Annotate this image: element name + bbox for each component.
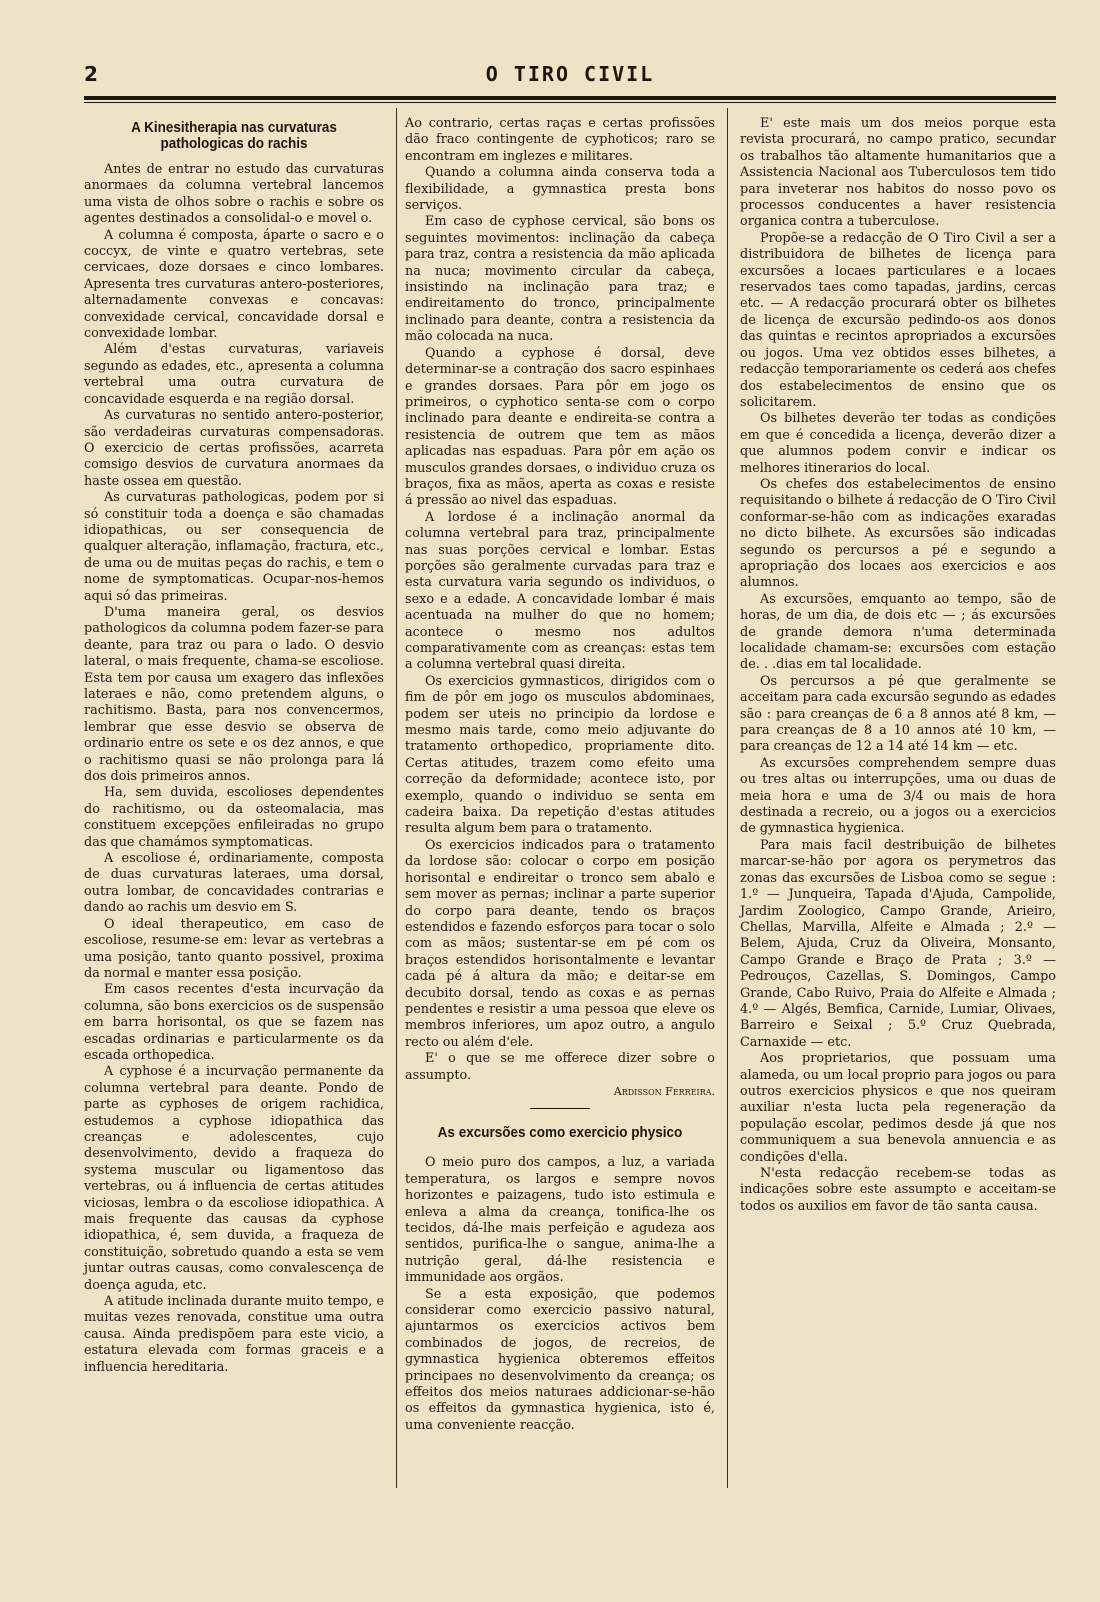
paragraph: A cyphose é a incurvação permanente da columna vertebral para deante. Pondo de parte as cyphoses de origem rachidica, estudemos a cyphose idiopathica das creanças e adolescentes, cujo desenvolvimento, devido a fraqueza do systema muscular ou ligamentoso das vertebras, ou á influencia de certas atitudes viciosas, lembra o da escoliose idiopathica. A mais frequente das causas da cyphose idiopathica, é, sem duvida, a fraqueza de constituição, sobretudo quando a esta se vem juntar outras causas, como convalescença de doença aguda, etc. — [84, 1064, 384, 1293]
column-divider-1 — [396, 108, 397, 1488]
article-title-kinesitherapia: A Kinesitherapia nas curvaturas pathologicas do rachis — [131, 119, 337, 152]
paragraph: Se a esta exposição, que podemos considerar como exercicio passivo natural, ajuntarmos os exercicios activos bem combinados de jogos, de recreios, de gymnastica hygienica obteremos effeitos principaes no desenvolvimento da creança; os effeitos dos meios naturaes addicionar-se-hão os effeitos da gymnastica hygienica, isto é, uma conveniente reacção. — [405, 1286, 715, 1433]
paragraph: O ideal therapeutico, em caso de escoliose, resume-se em: levar as vertebras a uma posição, tanto quanto possivel, proxima da normal e manter essa posição. — [84, 916, 384, 981]
paragraph: Para mais facil destribuição de bilhetes marcar-se-hão por agora os perymetros das zonas das excursões de Lisboa como se segue : 1.º — Junqueira, Tapada d'Ajuda, Campolide, Jardim Zoologico, Campo Grande, Arieiro, Chellas, Marvilla, Alfeite e Almada ; 2.º — Belem, Ajuda, Cruz da Oliveira, Monsanto, Campo Grande e Braço de Prata ; 3.º — Pedrouços, Cazellas, S. Domingos, Campo Grande, Cabo Ruivo, Praia do Alfeite e Almada ; 4.º — Algés, Bemfica, Carnide, Lumiar, Olivaes, Barreiro e Seixal ; 5.º Cruz Quebrada, Carnaxide — etc. — [740, 837, 1056, 1050]
page-number: 2 — [84, 62, 98, 86]
header-rule-thick — [84, 96, 1056, 100]
paragraph: A lordose é a inclinação anormal da columna vertebral para traz, principalmente nas suas porções cervical e lombar. Estas porções são geralmente curvadas para traz e esta curvatura varia segundo os individuos, o sexo e a edade. A concavidade lombar é mais acentuada na mulher do que no homem; acontece o mesmo nos adultos comparativamente com as creanças: estas tem a columna vertebral quasi direita. — [405, 509, 715, 673]
column-divider-2 — [727, 108, 728, 1488]
paragraph: A columna é composta, áparte o sacro e o coccyx, de vinte e quatro vertebras, sete cervicaes, doze dorsaes e cinco lombares. Apresenta tres curvaturas antero-posteriores, alternadamente convexas e concavas: convexidade cervical, concavidade dorsal e convexidade lombar. — [84, 227, 384, 342]
paragraph: N'esta redacção recebem-se todas as indicações sobre este assumpto e acceitam-se todos os auxilios em favor de tão santa causa. — [740, 1166, 1056, 1214]
paragraph: Os exercicios gymnasticos, dirigidos com o fim de pôr em jogo os musculos abdominaes, podem ser uteis no principio da lordose e mesmo mais tarde, como meio adjuvante do tratamento orthopedico, propriamente dito. Certas atitudes, trazem como efeito uma correção da deformidade; acontece isto, por exemplo, quando o individuo se senta em cadeira baixa. Da repetição d'estas atitudes resulta algum bem para o tratamento. — [405, 673, 715, 837]
masthead-title: O TIRO CIVIL — [485, 62, 655, 86]
paragraph: Os bilhetes deverão ter todas as condições em que é concedida a licença, deverão dizer a que alumnos podem convir e indicar os melhores itinerarios do local. — [740, 411, 1056, 476]
paragraph: D'uma maneira geral, os desvios pathologicos da columna podem fazer-se para deante, para traz ou para o lado. O desvio lateral, o mais frequente, chama-se escoliose. Esta tem por causa um exagero das inflexões lateraes e não, como pretendem alguns, o rachitismo. Basta, para nos convencermos, lembrar que esse desvio se observa de ordinario entre os sete e os dez annos, e que o rachitismo quasi se não prolonga para lá dos dois primeiros annos. — [84, 604, 384, 785]
article-separator — [530, 1108, 590, 1109]
paragraph: A atitude inclinada durante muito tempo, e muitas vezes renovada, constitue uma outra causa. Ainda predispõem para este vicio, a estatura elevada com formas graceis e a influencia hereditaria. — [84, 1294, 384, 1375]
paragraph: Os percursos a pé que geralmente se acceitam para cada excursão segundo as edades são : para creanças de 6 a 8 annos até 8 km, — para creanças de 8 a 10 annos até 10 km, — para creanças de 12 a 14 até 14 km — etc. — [740, 673, 1056, 755]
article-title-excursoes: As excursões como exercicio physico — [437, 1124, 683, 1142]
paragraph: Os chefes dos estabelecimentos de ensino requisitando o bilhete á redacção de O Tiro Civil conformar-se-hão com as indicações exaradas no dicto bilhete. As excursões são indicadas segundo os percursos a pé e segundo a apropriação dos locaes aos exercicios e aos alumnos. — [740, 476, 1056, 591]
column-3 — [740, 116, 1056, 1215]
paragraph: Ha, sem duvida, escolioses dependentes do rachitismo, ou da osteomalacia, mas constituem excepções enfileiradas no grupo das que chamámos symptomaticas. — [84, 785, 384, 850]
paragraph: As curvaturas pathologicas, podem por si só constituir toda a doença e são chamadas idiopathicas, ou ser consequencia de qualquer alteração, inflamação, fractura, etc., de uma ou de muitas peças do rachis, e tem o nome de symptomaticas. Ocupar-nos-hemos aqui só das primeiras. — [84, 490, 384, 604]
paragraph: Os exercicios indicados para o tratamento da lordose são: colocar o corpo em posição horisontal e endireitar o tronco sem abalo e sem mover as pernas; inclinar a parte superior do corpo para deante, tendo os braços estendidos e fazendo esforços para tocar o solo com as mãos; sustentar-se em pé com os braços estendidos horisontalmente e levantar cada pé á altura da mão; e deitar-se em decubito dorsal, tendo as coxas e as pernas pendentes e resistir a uma pessoa que eleve os membros inferiores, um apoz outro, a angulo recto ou além d'ele. — [405, 837, 715, 1050]
paragraph: Quando a columna ainda conserva toda a flexibilidade, a gymnastica presta bons serviços. — [405, 165, 715, 214]
paragraph: Ao contrario, certas raças e certas profissões dão fraco contingente de cyphoticos; raro se encontram em inglezes e militares. — [405, 116, 715, 164]
column-2 — [405, 116, 715, 1434]
paragraph: Em casos recentes d'esta incurvação da columna, são bons exercicios os de suspensão em barra horisontal, os que se fazem nas escadas ordinarias e particularmente os da escada orthopedica. — [84, 982, 384, 1063]
paragraph: Em caso de cyphose cervical, são bons os seguintes movimentos: inclinação da cabeça para traz, contra a resistencia da mão aplicada na nuca; movimento circular da cabeça, insistindo na inclinação para traz; e endireitamento do tronco, principalmente inclinado para deante, contra a resistencia da mão colocada na nuca. — [405, 214, 715, 345]
paragraph: Propõe-se a redacção de O Tiro Civil a ser a distribuidora de bilhetes de licença para excursões a locaes particulares e a locaes reservados taes como tapadas, jardins, cercas etc. — A redacção procurará obter os bilhetes de licença de excursão pedindo-os aos donos das quintas e recintos apropriados a excursões ou jogos. Uma vez obtidos esses bilhetes, a redacção temporariamente os cederá aos chefes dos estabelecimentos de ensino que os solicitarem. — [740, 230, 1056, 410]
paragraph: As curvaturas no sentido antero-posterior, são verdadeiras curvaturas compensadoras. O exercicio de certas profissões, acarreta comsigo desvios de curvatura anormaes da haste ossea em questão. — [84, 408, 384, 489]
column-1 — [84, 116, 384, 1376]
paragraph: Quando a cyphose é dorsal, deve determinar-se a contração dos sacro espinhaes e grandes dorsaes. Para pôr em jogo os primeiros, o cyphotico senta-se com o corpo inclinado para deante e endireita-se contra a resistencia de outrem que tem as mãos aplicadas nas espaduas. Para pôr em ação os musculos grandes dorsaes, o individuo cruza os braços, fixa as mãos, aperta as coxas e resiste á pressão ao nivel das espaduas. — [405, 345, 716, 509]
paragraph: Além d'estas curvaturas, variaveis segundo as edades, etc., apresenta a columna vertebral uma outra curvatura de concavidade esquerda e na região dorsal. — [84, 342, 384, 407]
page-header — [84, 62, 1056, 88]
paragraph: E' o que se me offerece dizer sobre o assumpto. — [405, 1051, 715, 1083]
paragraph: As excursões, emquanto ao tempo, são de horas, de um dia, de dois etc — ; ás excursões de grande demora n'uma determinada localidade chamam-se: excursões com estação de. . .dias em tal localidade. — [740, 591, 1056, 673]
paragraph: O meio puro dos campos, a luz, a variada temperatura, os largos e sempre novos horizontes e paizagens, tudo isto estimula e enleva a alma da creança, tonifica-lhe os tecidos, dá-lhe mais perfeição e agudeza aos sentidos, purifica-lhe o sangue, anima-lhe a nutrição geral, dá-lhe resistencia e immunidade aos orgãos. — [405, 1155, 715, 1286]
paragraph: E' este mais um dos meios porque esta revista procurará, no campo pratico, secundar os trabalhos tão altamente humanitarios que a Assistencia Nacional aos Tuberculosos tem tido para inveterar nos habitos do nosso povo os processos conducentes a haver resistencia organica contra a tuberculose. — [740, 116, 1056, 230]
paragraph: As excursões comprehendem sempre duas ou tres altas ou interrupções, uma ou duas de meia hora e uma de 3/4 ou mais de hora destinada a recreio, ou a jogos ou a exercicios de gymnastica hygienica. — [740, 755, 1056, 837]
paragraph: Antes de entrar no estudo das curvaturas anormaes da columna vertebral lancemos uma vista de olhos sobre o rachis e sobre os agentes destinados a consolidal-o e movel o. — [84, 162, 384, 227]
header-rule-thin — [84, 102, 1056, 103]
paragraph: A escoliose é, ordinariamente, composta de duas curvaturas lateraes, uma dorsal, outra lombar, de concavidades contrarias e dando ao rachis um desvio em S. — [84, 851, 384, 916]
paragraph: Aos proprietarios, que possuam uma alameda, ou um local proprio para jogos ou para outros exercicios physicos e que nos queiram auxiliar n'esta lucta pela regeneração da população escolar, pedimos desde já que nos communiquem a sua benevola annuencia e as condições d'ella. — [740, 1051, 1056, 1165]
article-author: Ardisson Ferreira. — [613, 1084, 715, 1098]
